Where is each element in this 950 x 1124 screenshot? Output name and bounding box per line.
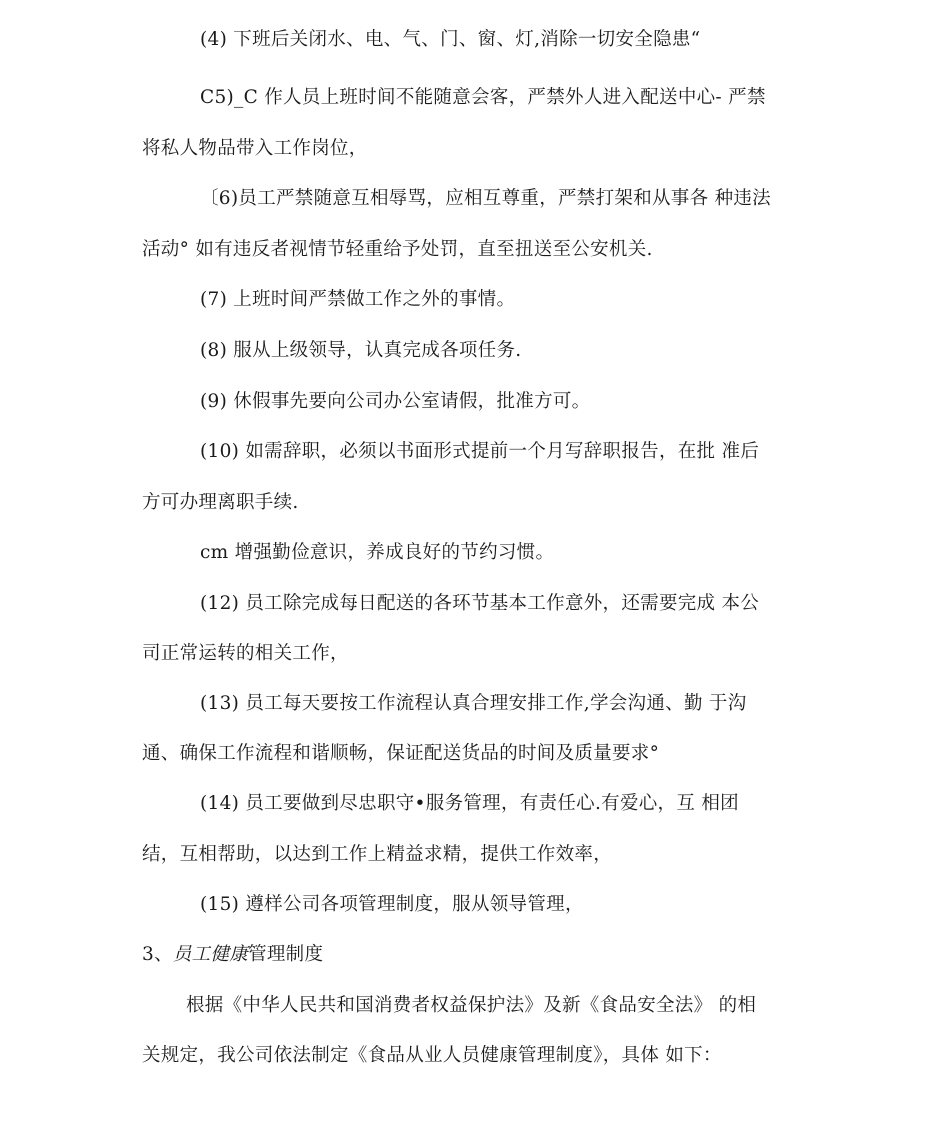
rule-item-5-line2: 将私人物品带入工作岗位， xyxy=(142,138,368,159)
rule-item-9: (9) 休假事先要向公司办公室请假，批准方可。 xyxy=(200,391,591,412)
section-heading-3 xyxy=(142,943,323,967)
rule-item-7: (7) 上班时间严禁做工作之外的事情。 xyxy=(200,289,516,310)
rule-item-6-line1: 〔6)员工严禁随意互相辱骂，应相互尊重，严禁打架和从事各 种违法 xyxy=(200,188,771,209)
rule-item-12-line2: 司正常运转的相关工作， xyxy=(142,643,349,664)
rule-item-4: (4) 下班后关闭水、电、气、门、窗、灯,消除一切安全隐患“ xyxy=(200,29,701,50)
rule-item-13-line1: (13) 员工每天要按工作流程认真合理安排工作,学会沟通、勤 于沟 xyxy=(200,693,747,714)
paragraph-health-line2: 关规定，我公司依法制定《食品从业人员健康管理制度》，具体 如下： xyxy=(142,1045,722,1066)
rule-item-13-line2: 通、确保工作流程和谐顺畅，保证配送货品的时间及质量要求° xyxy=(142,743,660,764)
rule-item-14-line1: (14) 员工要做到尽忠职守•服务管理，有责任心.有爱心，互 相团 xyxy=(200,793,739,814)
rule-item-10-line2: 方可办理离职手续. xyxy=(142,492,299,513)
rule-item-11: cm 增强勤俭意识，养成良好的节约习惯。 xyxy=(200,542,555,563)
rule-item-14-line2: 结，互相帮助，以达到工作上精益求精，提供工作效率， xyxy=(142,844,613,865)
rule-item-10-line1: (10) 如需辞职，必须以书面形式提前一个月写辞职报告，在批 准后 xyxy=(200,441,760,462)
rule-item-6-line2: 活动° 如有违反者视情节轻重给予处罚，直至扭送至公安机关. xyxy=(142,239,653,260)
paragraph-health-line1: 根据《中华人民共和国消费者权益保护法》及新《食品安全法》 的相 xyxy=(186,995,757,1016)
rule-item-12-line1: (12) 员工除完成每日配送的各环节基本工作意外，还需要完成 本公 xyxy=(200,593,760,614)
rule-item-8: (8) 服从上级领导，认真完成各项任务. xyxy=(200,340,522,361)
rule-item-5-line1: C5)_C 作人员上班时间不能随意会客，严禁外人进入配送中心- 严禁 xyxy=(200,87,766,108)
section-heading-number: 3、 xyxy=(142,944,173,965)
section-heading-italic: 员工健康 xyxy=(172,944,249,965)
rule-item-15: (15) 遵样公司各项管理制度，服从领导管理， xyxy=(200,894,584,915)
section-heading-rest: 管理制度 xyxy=(248,944,324,965)
